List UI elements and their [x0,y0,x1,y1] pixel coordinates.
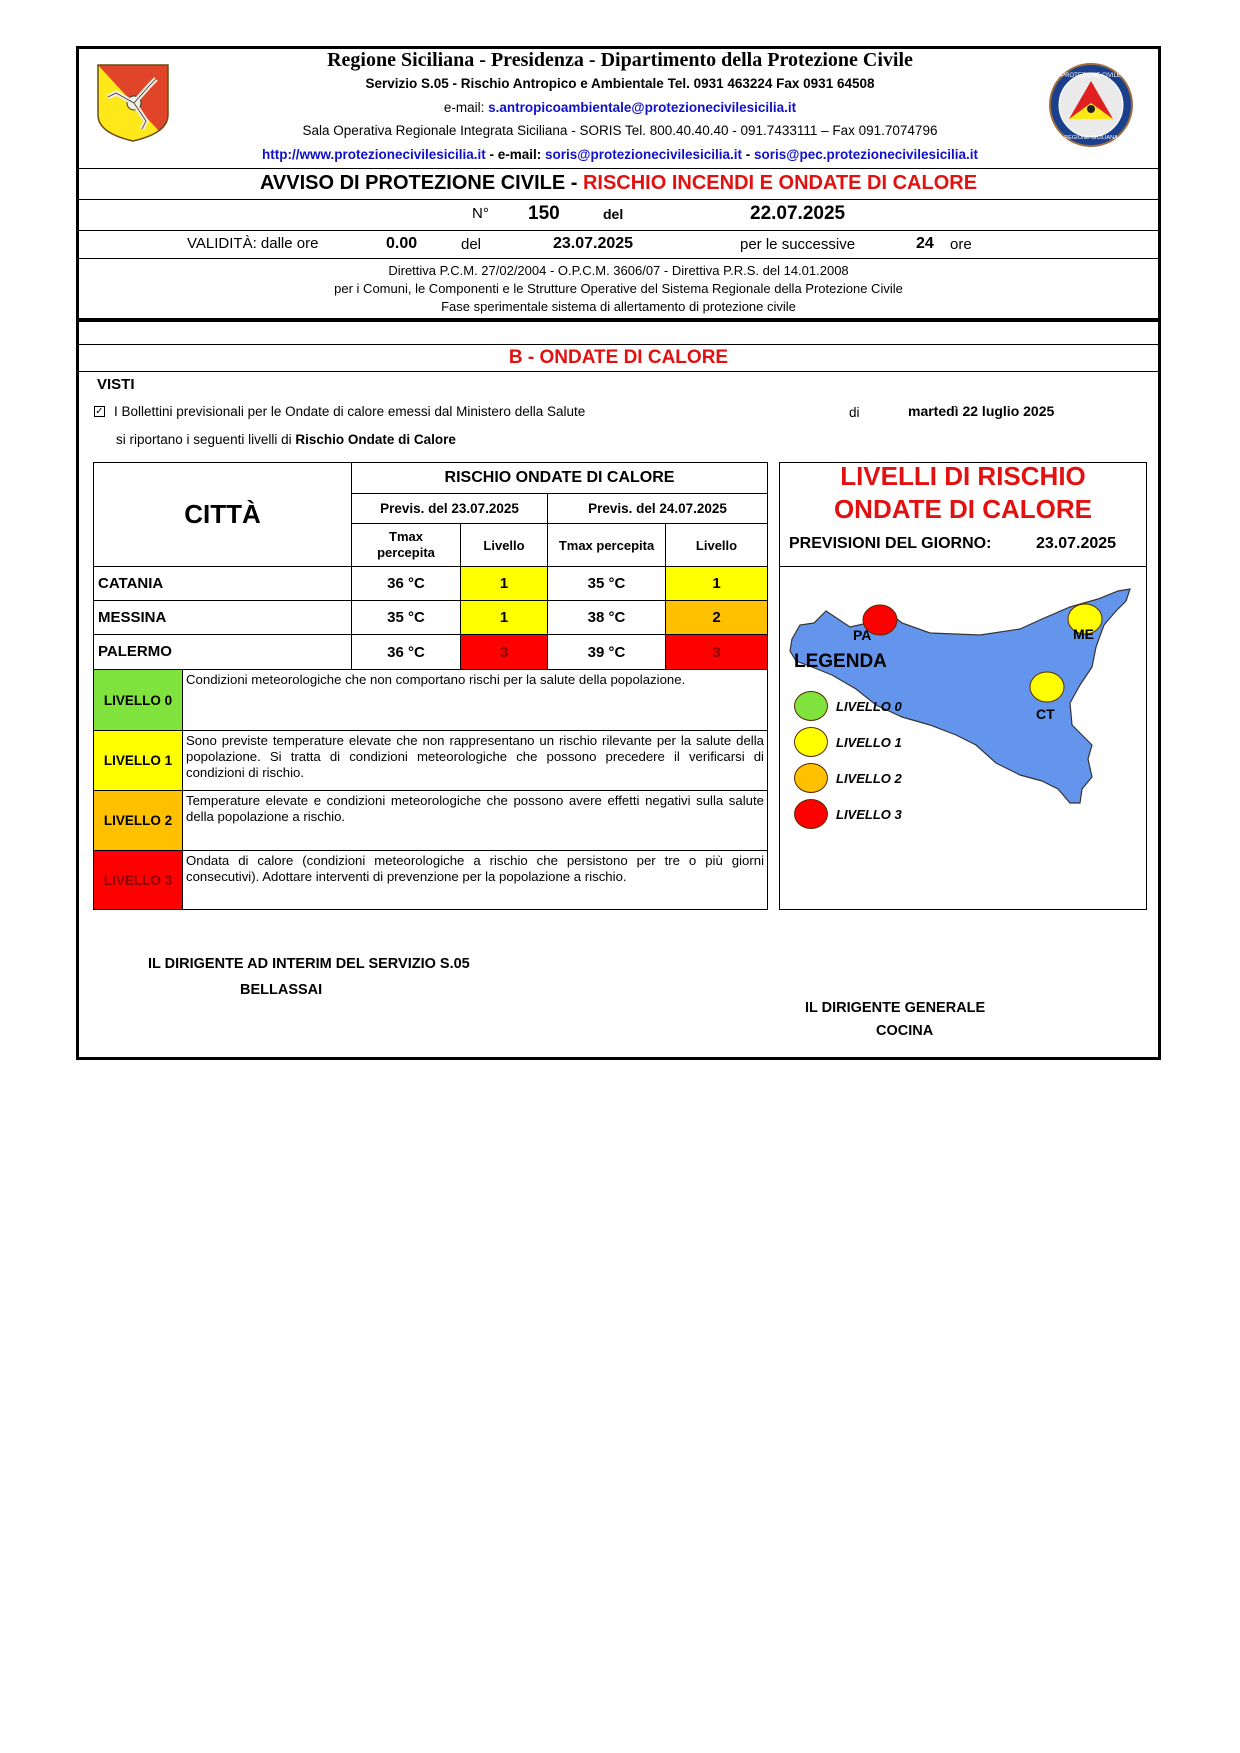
catania-tmax-2: 35 °C [547,566,666,601]
legend-label: LIVELLO 0 [836,698,902,714]
legend-label: LIVELLO 1 [836,734,902,750]
notice-number: 150 [528,203,560,224]
legend-title: LEGENDA [794,651,887,672]
bulletin-checkbox[interactable]: ✓ [95,406,104,417]
validity-label: VALIDITÀ: dalle ore [187,235,319,252]
forecast-day-date: 23.07.2025 [1036,535,1117,552]
signature-right-title: IL DIRIGENTE GENERALE [805,1000,986,1016]
tmax-1-line2: percepita [377,545,435,560]
legend-item [794,727,902,757]
livello-1-header: Livello [460,523,548,567]
divider [76,371,1161,372]
divider [76,199,1161,200]
svg-text:PROTEZIONE CIVILE: PROTEZIONE CIVILE [1061,73,1121,79]
number-label: N° [472,205,489,222]
directives-block [76,262,1161,316]
section-title: B - ONDATE DI CALORE [508,347,729,368]
directive-line-1: Direttiva P.C.M. 27/02/2004 - O.P.C.M. 3606/07 - Direttiva P.R.S. del 14.01.2008 [388,263,849,278]
level-3-description: Ondata di calore (condizioni meteorologiche a rischio che persistono per tre o più giorni consecutivi). Adottare interventi di prevenzione per la popolazione a rischio. [182,850,768,910]
divider [76,230,1161,231]
header-contacts-line [150,147,1090,162]
city-code-pa: PA [853,627,872,643]
level-0-description: Condizioni meteorologiche che non comportano rischi per la salute della popolazione. [182,669,768,731]
signature-left-name: BELLASSAI [240,982,323,998]
signature-right-name: COCINA [876,1023,934,1039]
website-link[interactable]: http://www.protezionecivilesicilia.it [261,147,486,162]
validity-date: 23.07.2025 [553,235,634,252]
notice-date: 22.07.2025 [750,203,846,224]
map-panel-title [779,460,1147,526]
legend-swatch-icon [794,727,828,757]
palermo-tmax-1: 36 °C [351,634,461,670]
legend-swatch-icon [794,691,828,721]
level-3-label: LIVELLO 3 [93,850,183,910]
level-1-label: LIVELLO 1 [93,730,183,791]
level-0-label: LIVELLO 0 [93,669,183,731]
hours-label: ore [950,236,972,253]
protezione-civile-seal [1049,63,1133,147]
levels-intro-text: si riportano i seguenti livelli di [116,432,296,447]
legend-label: LIVELLO 3 [836,806,902,822]
level-1-description: Sono previste temperature elevate che non rappresentano un rischio rilevante per la salute della popolazione. Si tratta di condizioni meteorologiche che possono precedere il verificarsi di condizioni di rischio. [182,730,768,791]
city-catania: CATANIA [93,566,352,601]
city-marker-ct [1030,672,1064,702]
notice-title [76,172,1161,195]
levels-intro [116,432,456,447]
legend-item [794,763,902,793]
palermo-level-2: 3 [665,634,768,670]
successive-label: per le successive [740,236,856,253]
level-2-label: LIVELLO 2 [93,790,183,851]
city-messina: MESSINA [93,600,352,635]
catania-level-2: 1 [665,566,768,601]
header-title: Regione Siciliana - Presidenza - Dipartimento della Protezione Civile [327,49,913,71]
bulletin-date: martedì 22 luglio 2025 [908,403,1055,419]
directive-line-2: per i Comuni, le Componenti e le Strutture Operative del Sistema Regionale della Protezione Civile [334,281,903,296]
legend-item [794,691,902,721]
validity-hours: 24 [916,235,934,252]
forecast-2-header: Previs. del 24.07.2025 [547,493,768,524]
header-service: Servizio S.05 - Rischio Antropico e Ambientale Tel. 0931 463224 Fax 0931 64508 [365,76,875,91]
forecast-1-header: Previs. del 23.07.2025 [351,493,548,524]
forecast-day-label: PREVISIONI DEL GIORNO: [789,535,992,552]
city-header: CITTÀ [93,462,352,567]
city-palermo: PALERMO [93,634,352,670]
soris-email-link[interactable]: soris@protezionecivilesicilia.it [545,147,743,162]
messina-level-1: 1 [460,600,548,635]
map-panel [779,566,1147,910]
contacts-separator-2: - [742,147,755,162]
city-code-ct: CT [1036,706,1055,722]
divider [76,168,1161,169]
map-title-line-1: LIVELLI DI RISCHIO [840,461,1086,491]
palermo-tmax-2: 39 °C [547,634,666,670]
palermo-level-1: 3 [460,634,548,670]
notice-title-main: AVVISO DI PROTEZIONE CIVILE - [259,172,583,194]
catania-tmax-1: 36 °C [351,566,461,601]
legend-item [794,799,902,829]
level-2-description: Temperature elevate e condizioni meteorologiche che possono avere effetti negativi sulla salute della popolazione a rischio. [182,790,768,851]
notice-title-risk: RISCHIO INCENDI E ONDATE DI CALORE [582,172,978,194]
regione-siciliana-logo [96,63,170,143]
messina-tmax-2: 38 °C [547,600,666,635]
messina-level-2: 2 [665,600,768,635]
soris-pec-link[interactable]: soris@pec.protezionecivilesicilia.it [754,147,979,162]
directive-line-3: Fase sperimentale sistema di allertamento di protezione civile [441,299,796,314]
bulletin-text: I Bollettini previsionali per le Ondate di calore emessi dal Ministero della Salute [114,404,586,419]
legend-swatch-icon [794,799,828,829]
contacts-separator-1: - e-mail: [485,147,546,162]
risk-header: RISCHIO ONDATE DI CALORE [351,462,768,494]
header-soris: Sala Operativa Regionale Integrata Siciliana - SORIS Tel. 800.40.40.40 - 091.7433111 – Fax 091.7074796 [302,123,938,138]
divider [76,318,1161,322]
divider [76,344,1161,345]
legend-label: LIVELLO 2 [836,770,902,786]
legend-swatch-icon [794,763,828,793]
signature-left-title: IL DIRIGENTE AD INTERIM DEL SERVIZIO S.05 [148,956,470,972]
number-del-label: del [603,206,624,222]
tmax-1-header [351,523,461,567]
tmax-2-header: Tmax percepita [547,523,666,567]
tmax-1-line1: Tmax [389,529,423,544]
divider [76,258,1161,259]
header-email-line [200,100,1040,115]
levels-intro-bold: Rischio Ondate di Calore [295,432,456,447]
validity-del-label: del [461,236,482,253]
city-code-me: ME [1073,626,1094,642]
messina-tmax-1: 35 °C [351,600,461,635]
email-label: e-mail: [443,100,485,115]
map-title-line-2: ONDATE DI CALORE [833,494,1093,524]
visti-label: VISTI [97,376,135,393]
catania-level-1: 1 [460,566,548,601]
bulletin-di-label: di [849,405,860,420]
livello-2-header: Livello [665,523,768,567]
validity-time: 0.00 [386,235,418,252]
svg-text:REGIONE SICILIANA: REGIONE SICILIANA [1064,135,1118,141]
service-email-link[interactable]: s.antropicoambientale@protezionecivilesicilia.it [488,100,797,115]
